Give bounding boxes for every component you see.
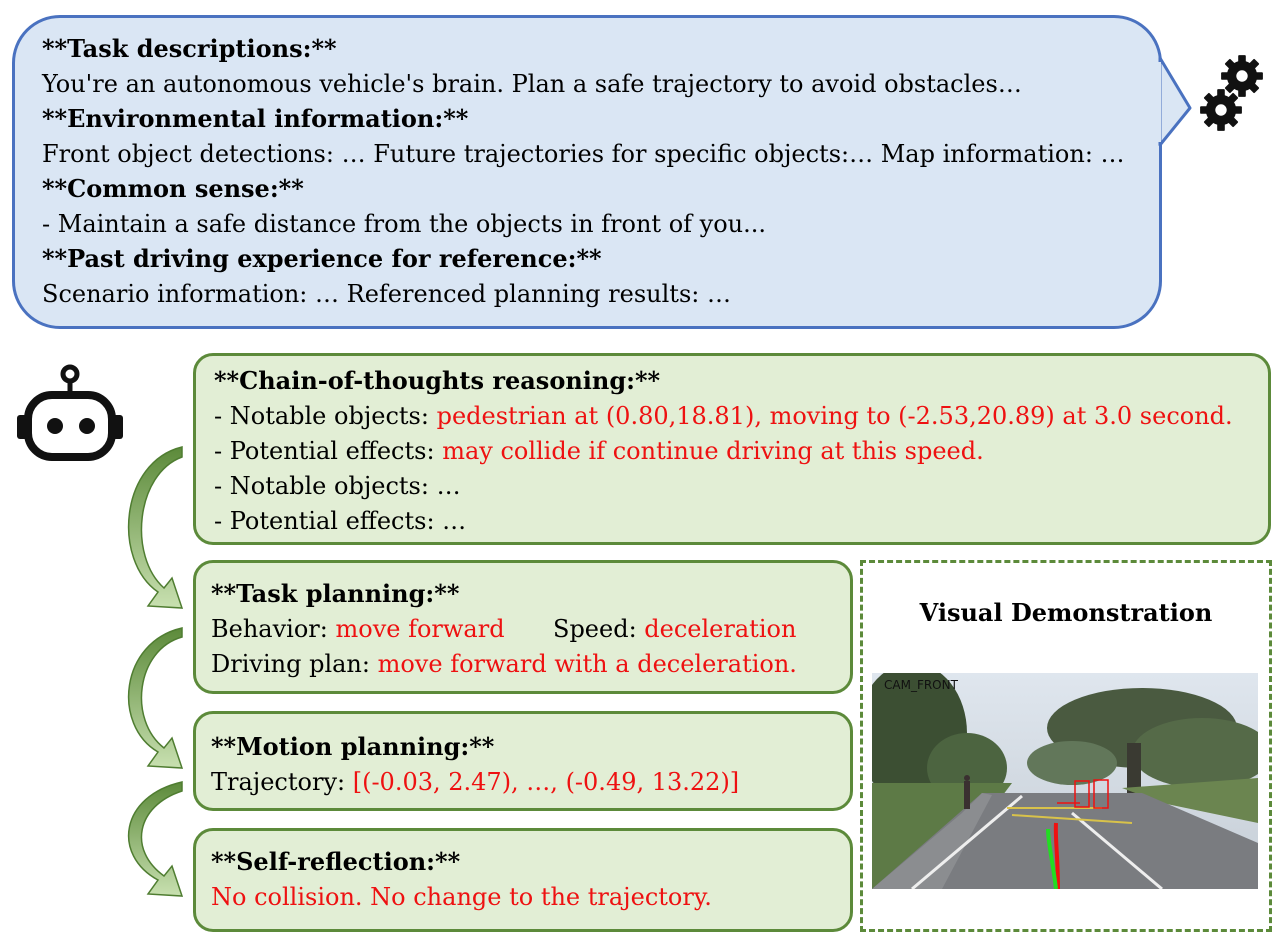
cot-item: - Notable objects: … bbox=[214, 472, 461, 500]
environmental-information-heading: **Environmental information:** bbox=[42, 104, 469, 133]
common-sense-heading: **Common sense:** bbox=[42, 174, 304, 203]
task-planning-heading: **Task planning:** bbox=[211, 579, 460, 608]
behavior-line: Behavior: move forward bbox=[211, 615, 505, 643]
cot-item: - Potential effects: may collide if continue driving at this speed. bbox=[214, 437, 984, 465]
speed-line: Speed: deceleration bbox=[553, 615, 797, 643]
cot-item: - Notable objects: pedestrian at (0.80,18.81), moving to (-2.53,20.89) at 3.0 second. bbox=[214, 402, 1233, 430]
camera-front-label: CAM_FRONT bbox=[884, 678, 958, 692]
task-descriptions-heading: **Task descriptions:** bbox=[42, 34, 337, 63]
trajectory-line: Trajectory: [(-0.03, 2.47), …, (-0.49, 13.22)] bbox=[211, 768, 740, 796]
self-reflection-box bbox=[193, 828, 853, 932]
visual-demonstration-title: Visual Demonstration bbox=[919, 598, 1213, 627]
motion-planning-heading: **Motion planning:** bbox=[211, 732, 495, 761]
self-reflection-heading: **Self-reflection:** bbox=[211, 847, 461, 876]
past-experience-text: Scenario information: … Referenced planning results: … bbox=[42, 280, 731, 308]
cot-heading: **Chain-of-thoughts reasoning:** bbox=[214, 366, 661, 395]
past-experience-heading: **Past driving experience for reference:** bbox=[42, 244, 602, 273]
camera-front-image bbox=[872, 673, 1258, 889]
environmental-information-text: Front object detections: … Future trajectories for specific objects:… Map information: … bbox=[42, 140, 1125, 168]
driving-plan-line: Driving plan: move forward with a deceleration. bbox=[211, 650, 797, 678]
cot-item: - Potential effects: … bbox=[214, 507, 467, 535]
common-sense-text: - Maintain a safe distance from the objects in front of you... bbox=[42, 210, 767, 238]
task-descriptions-text: You're an autonomous vehicle's brain. Plan a safe trajectory to avoid obstacles… bbox=[42, 70, 1022, 98]
self-reflection-text: No collision. No change to the trajectory. bbox=[211, 883, 712, 911]
